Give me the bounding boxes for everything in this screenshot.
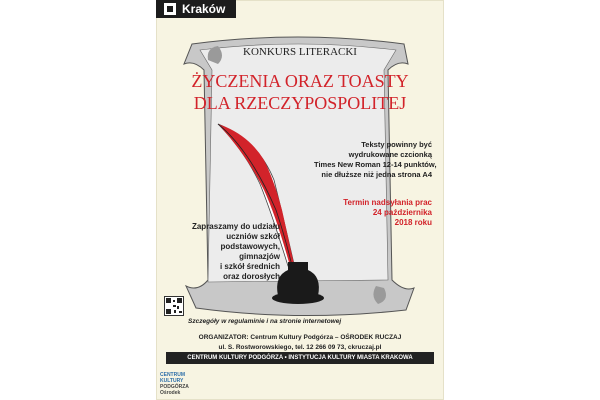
logo-line: Ośrodek: [160, 390, 181, 396]
cultural-center-logo: [160, 372, 189, 396]
contest-title: [156, 70, 444, 114]
krakow-logo-icon: [164, 3, 176, 15]
invite-line: gimnazjów: [239, 252, 280, 261]
details-note: Szczegóły w regulaminie i na stronie internetowej: [188, 318, 342, 325]
footer-bar: CENTRUM KULTURY PODGÓRZA • INSTYTUCJA KULTURY MIASTA KRAKOWA: [166, 352, 434, 364]
organizer-line-1: ORGANIZATOR: Centrum Kultury Podgórza – OŚRODEK RUCZAJ: [198, 334, 402, 341]
rules-line: wydrukowane czcionką: [348, 150, 432, 159]
rules-line: nie dłuższe niż jedna strona A4: [321, 170, 432, 179]
qr-code-icon: [165, 297, 183, 315]
invite-text: [170, 222, 280, 282]
organizer-info: [156, 333, 444, 353]
organizer-line-2: ul. S. Rostworowskiego, tel. 12 266 09 73, ckruczaj.pl: [218, 344, 382, 351]
krakow-logo-bar: [156, 0, 236, 18]
invite-line: Zapraszamy do udziału: [191, 222, 280, 231]
logo-line: CENTRUM: [160, 372, 185, 378]
invite-line: oraz dorosłych: [223, 272, 280, 281]
deadline-text: [314, 198, 432, 228]
invite-line: uczniów szkół: [226, 232, 280, 241]
rules-text: [314, 140, 437, 180]
title-line-2: DLA RZECZYPOSPOLITEJ: [193, 93, 407, 113]
logo-line: KULTURY: [160, 378, 184, 384]
rules-line: Teksty powinny być: [361, 140, 432, 149]
rules-line: Times New Roman 12-14 punktów,: [314, 160, 437, 169]
qr-code[interactable]: [164, 296, 184, 316]
title-line-1: ŻYCZENIA ORAZ TOASTY: [191, 71, 409, 91]
contest-label: KONKURS LITERACKI: [243, 46, 357, 58]
poster: [156, 0, 444, 400]
deadline-line: 2018 roku: [394, 218, 432, 227]
invite-line: i szkół średnich: [219, 262, 280, 271]
city-name: Kraków: [182, 2, 226, 16]
invite-line: podstawowych,: [220, 242, 280, 251]
deadline-line: Termin nadsyłania prac: [343, 198, 432, 207]
logo-line: PODGÓRZA: [160, 384, 189, 390]
deadline-line: 24 października: [372, 208, 432, 217]
